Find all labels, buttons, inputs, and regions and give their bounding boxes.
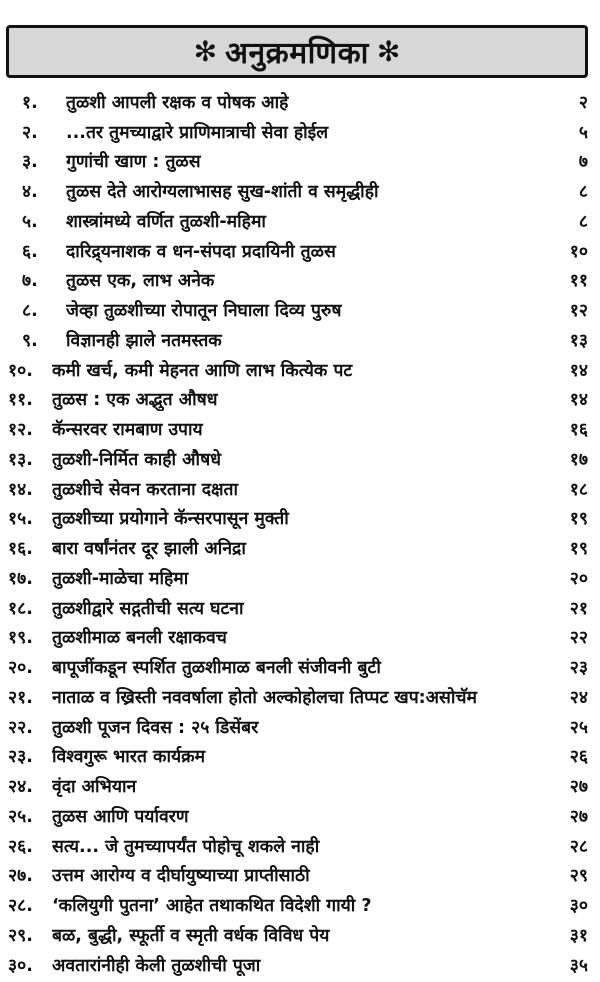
toc-entry-number: २१.	[8, 687, 33, 708]
toc-entry-number: ४.	[22, 182, 38, 203]
toc-entry-page: २	[578, 92, 588, 113]
toc-entry	[8, 682, 588, 712]
toc-entry-title: ...तर तुमच्याद्वारे प्राणिमात्राची सेवा होईल	[66, 122, 329, 143]
toc-entry-page: १२	[569, 301, 588, 322]
toc-entry-number: १३.	[8, 449, 33, 470]
toc-entry-title: सत्य... जे तुमच्यापर्यंत पोहोचू शकले नाही	[52, 836, 320, 857]
toc-entry	[8, 801, 588, 831]
toc-entry-title: गुणांची खाण : तुळस	[66, 152, 201, 173]
toc-entry-page: ३१	[569, 925, 588, 946]
toc-entry-number: २७.	[8, 866, 33, 887]
toc-entry-number: १.	[22, 92, 38, 113]
toc-entry-title: तुळस एक, लाभ अनेक	[66, 271, 215, 292]
toc-entry-page: १९	[569, 539, 588, 560]
toc-entry-page: १६	[569, 420, 588, 441]
toc-entry	[8, 176, 588, 206]
page-title-box	[6, 25, 588, 78]
toc-entry-number: २५.	[8, 806, 33, 827]
toc-entry-page: २४	[569, 687, 588, 708]
toc-entry-title: विश्वगुरू भारत कार्यक्रम	[52, 747, 206, 768]
toc-entry-title: नाताळ व ख्रिस्ती नववर्षाला होतो अल्कोहोलचा तिप्पट खप:असोचॅम	[52, 687, 477, 708]
toc-entry	[8, 206, 588, 236]
toc-entry	[8, 920, 588, 950]
toc-entry	[8, 533, 588, 563]
toc-entry	[8, 355, 588, 385]
toc-entry-title: विज्ञानही झाले नतमस्तक	[66, 330, 222, 351]
toc-entry-number: २४.	[8, 777, 33, 798]
toc-entry-number: ३.	[22, 152, 38, 173]
toc-entry-title: तुळशी आपली रक्षक व पोषक आहे	[66, 92, 289, 113]
toc-entry-title: बारा वर्षांनंतर दूर झाली अनिद्रा	[52, 539, 246, 560]
toc-entry-page: २२	[569, 628, 588, 649]
toc-entry-number: २३.	[8, 747, 33, 768]
page-title: अनुक्रमणिका	[225, 36, 369, 71]
table-of-contents	[8, 87, 588, 980]
toc-entry	[8, 147, 588, 177]
toc-entry	[8, 385, 588, 415]
toc-entry-page: ८	[578, 182, 588, 203]
toc-entry	[8, 831, 588, 861]
toc-entry-title: अवतारांनीही केली तुळशीची पूजा	[52, 955, 261, 976]
toc-entry-number: २२.	[8, 717, 33, 738]
toc-entry	[8, 861, 588, 891]
toc-entry-page: १४	[569, 360, 588, 381]
toc-entry-number: ७.	[22, 271, 38, 292]
toc-entry-title: तुळशी पूजन दिवस : २५ डिसेंबर	[52, 717, 259, 738]
toc-entry-title: तुळस : एक अद्भुत औषध	[52, 390, 218, 411]
toc-entry-number: १२.	[8, 420, 33, 441]
toc-entry	[8, 444, 588, 474]
toc-entry-page: ५	[578, 122, 588, 143]
toc-entry-title: तुळशी-निर्मित काही औषधे	[52, 449, 221, 470]
toc-entry-title: तुळशीमाळ बनली रक्षाकवच	[52, 628, 227, 649]
toc-entry-title: तुळशीचे सेवन करताना दक्षता	[52, 479, 239, 500]
toc-entry-page: १४	[569, 390, 588, 411]
toc-entry-number: १७.	[8, 568, 33, 589]
toc-entry-number: १४.	[8, 479, 33, 500]
toc-entry-title: तुळस आणि पर्यावरण	[52, 806, 189, 827]
toc-entry	[8, 504, 588, 534]
toc-entry-number: ५.	[22, 211, 38, 232]
toc-entry	[8, 742, 588, 772]
toc-entry-title: ‘कलियुगी पुतना’ आहेत तथाकथित विदेशी गायी ?	[52, 896, 372, 917]
toc-entry-page: १०	[569, 241, 588, 262]
toc-entry-page: ३०	[569, 896, 588, 917]
toc-entry-page: ११	[569, 271, 588, 292]
toc-entry-page: २३	[569, 658, 588, 679]
toc-entry-title: वृंदा अभियान	[52, 777, 137, 798]
toc-entry	[8, 563, 588, 593]
toc-entry	[8, 117, 588, 147]
toc-entry-page: २०	[569, 568, 588, 589]
toc-entry-number: ६.	[22, 241, 38, 262]
toc-entry-page: १९	[569, 509, 588, 530]
toc-entry-page: २५	[569, 717, 588, 738]
toc-entry	[8, 414, 588, 444]
toc-entry	[8, 950, 588, 980]
toc-entry-number: २६.	[8, 836, 33, 857]
toc-entry-page: १८	[569, 479, 588, 500]
toc-entry-number: ११.	[8, 390, 33, 411]
toc-entry	[8, 890, 588, 920]
toc-entry-page: २७	[569, 777, 588, 798]
toc-entry-number: २०.	[8, 658, 33, 679]
toc-entry-title: कॅन्सरवर रामबाण उपाय	[52, 420, 203, 441]
toc-entry-number: १५.	[8, 509, 33, 530]
toc-entry-title: तुळशीच्या प्रयोगाने कॅन्सरपासून मुक्ती	[52, 509, 289, 530]
toc-entry	[8, 474, 588, 504]
toc-entry-page: १७	[569, 449, 588, 470]
toc-entry	[8, 266, 588, 296]
toc-entry-page: ८	[578, 211, 588, 232]
toc-entry-title: बळ, बुद्धी, स्फूर्ती व स्मृती वर्धक विविध पेय	[52, 925, 330, 946]
toc-entry	[8, 295, 588, 325]
toc-entry	[8, 325, 588, 355]
toc-entry-number: ९.	[22, 330, 38, 351]
toc-entry-title: बापूजींकडून स्पर्शित तुळशीमाळ बनली संजीवनी बुटी	[52, 658, 381, 679]
toc-entry-number: २८.	[8, 896, 33, 917]
toc-entry-page: ७	[578, 152, 588, 173]
toc-entry-number: २.	[22, 122, 38, 143]
toc-entry-title: दारिद्र्यनाशक व धन-संपदा प्रदायिनी तुळस	[66, 241, 336, 262]
toc-entry-number: ८.	[22, 301, 38, 322]
toc-entry	[8, 712, 588, 742]
toc-entry-number: ३०.	[8, 955, 33, 976]
toc-entry	[8, 652, 588, 682]
toc-entry-number: १६.	[8, 539, 33, 560]
toc-entry	[8, 771, 588, 801]
toc-entry-title: कमी खर्च, कमी मेहनत आणि लाभ कित्येक पट	[52, 360, 353, 381]
toc-entry-title: तुळशीद्वारे सद्गतीची सत्य घटना	[52, 598, 244, 619]
toc-entry-page: २७	[569, 806, 588, 827]
toc-entry-page: २८	[569, 836, 588, 857]
toc-entry-page: २६	[569, 747, 588, 768]
toc-entry-page: २९	[569, 866, 588, 887]
toc-entry-title: तुळस देते आरोग्यलाभासह सुख-शांती व समृद्धीही	[66, 182, 379, 203]
toc-entry	[8, 236, 588, 266]
toc-entry-title: तुळशी-माळेचा महिमा	[52, 568, 189, 589]
toc-entry	[8, 623, 588, 653]
star-right-icon: ✻	[376, 35, 401, 68]
toc-entry-page: २१	[569, 598, 588, 619]
toc-entry-title: जेव्हा तुळशीच्या रोपातून निघाला दिव्य पुरुष	[66, 301, 342, 322]
toc-entry	[8, 87, 588, 117]
toc-entry-number: १०.	[8, 360, 33, 381]
toc-entry	[8, 593, 588, 623]
star-left-icon: ✻	[193, 35, 218, 68]
toc-entry-title: उत्तम आरोग्य व दीर्घायुष्याच्या प्राप्तीसाठी	[52, 866, 310, 887]
toc-entry-number: १९.	[8, 628, 33, 649]
toc-entry-number: १८.	[8, 598, 33, 619]
toc-entry-page: १३	[569, 330, 588, 351]
toc-entry-title: शास्त्रांमध्ये वर्णित तुळशी-महिमा	[66, 211, 266, 232]
toc-entry-page: ३५	[569, 955, 588, 976]
toc-entry-number: २९.	[8, 925, 33, 946]
